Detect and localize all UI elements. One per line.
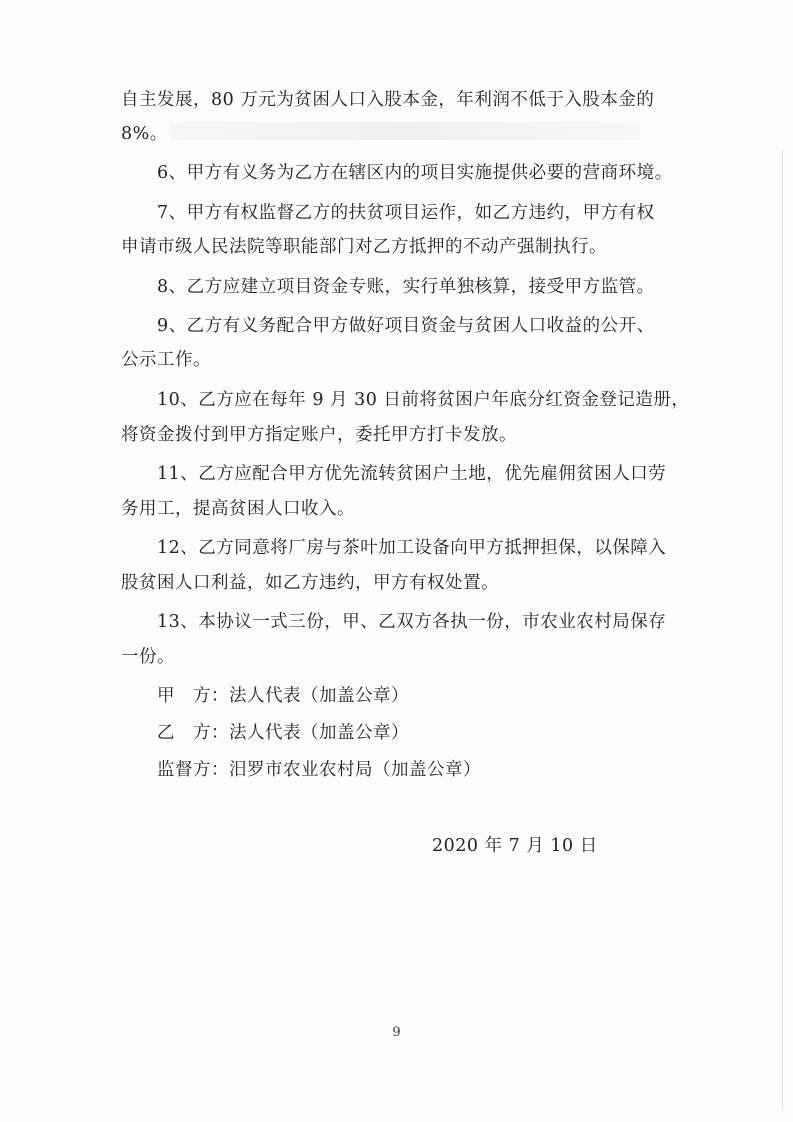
text-line: 8、乙方应建立项目资金专账，实行单独核算，接受甲方监管。 <box>157 277 655 297</box>
party-a-signature-line: 甲 方：法人代表（加盖公章） <box>157 686 409 706</box>
text-line: 7、甲方有权监督乙方的扶贫项目运作，如乙方违约，甲方有权 <box>157 203 655 223</box>
text-line: 13、本协议一式三份，甲、乙双方各执一份，市农业农村局保存 <box>157 612 667 632</box>
text-line: 9、乙方有义务配合甲方做好项目资金与贫困人口收益的公开、 <box>157 316 655 336</box>
text-line: 公示工作。 <box>121 350 211 370</box>
text-line: 一份。 <box>121 647 175 667</box>
text-line: 10、乙方应在每年 9 月 30 日前将贫困户年底分红资金登记造册， <box>157 390 690 410</box>
supervisor-signature-line: 监督方：汨罗市农业农村局（加盖公章） <box>157 760 481 780</box>
text-line: 12、乙方同意将厂房与茶叶加工设备向甲方抵押担保，以保障入 <box>157 538 667 558</box>
page-number: 9 <box>392 1025 401 1040</box>
text-line: 股贫困人口利益，如乙方违约，甲方有权处置。 <box>121 573 499 593</box>
text-line: 申请市级人民法院等职能部门对乙方抵押的不动产强制执行。 <box>121 237 607 257</box>
document-date: 2020 年 7 月 10 日 <box>432 836 598 856</box>
text-line: 8%。 <box>121 124 168 144</box>
text-line: 6、甲方有义务为乙方在辖区内的项目实施提供必要的营商环境。 <box>157 163 673 183</box>
party-b-signature-line: 乙 方：法人代表（加盖公章） <box>157 723 409 743</box>
text-line: 11、乙方应配合甲方优先流转贫困户土地，优先雇佣贫困人口劳 <box>157 464 667 484</box>
text-line: 自主发展，80 万元为贫困人口入股本金，年利润不低于入股本金的 <box>121 90 655 110</box>
text-line: 务用工，提高贫困人口收入。 <box>121 499 355 519</box>
text-line: 将资金拨付到甲方指定账户，委托甲方打卡发放。 <box>121 425 517 445</box>
